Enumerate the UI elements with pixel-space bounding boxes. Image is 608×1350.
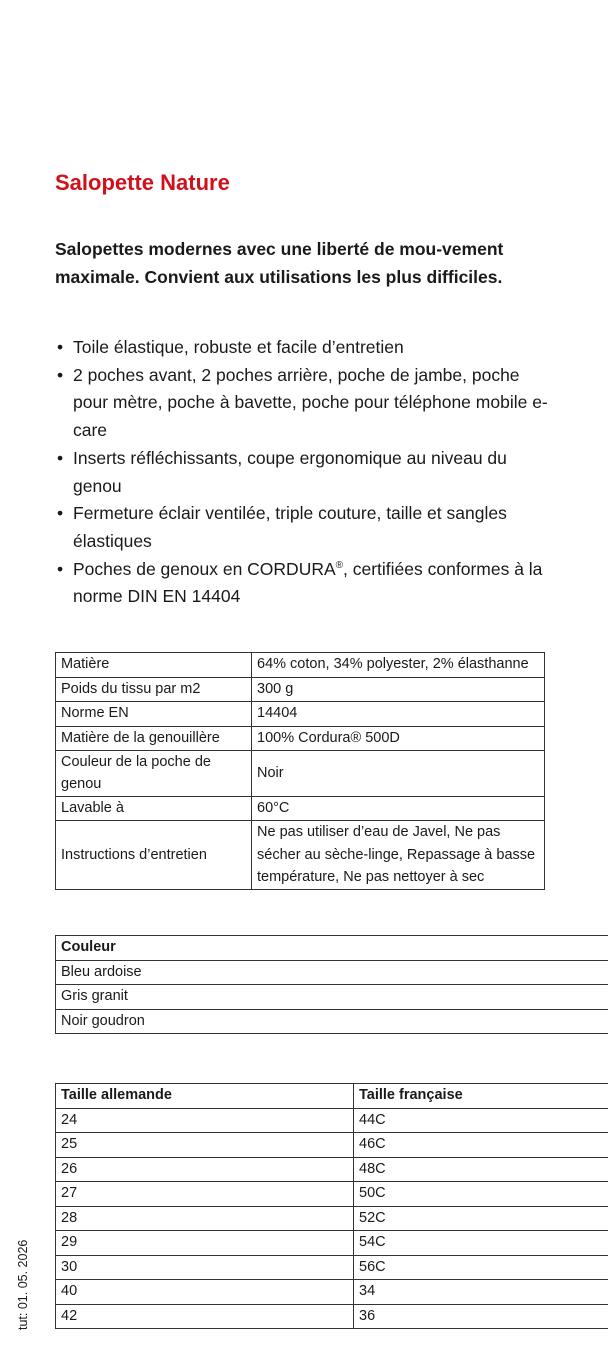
table-row	[56, 985, 608, 1010]
spec-key: Lavable à	[56, 796, 252, 821]
table-row	[56, 796, 545, 821]
table-row	[56, 1157, 608, 1182]
spec-value: 60°C	[252, 796, 545, 821]
spec-key: Instructions d’entretien	[56, 821, 252, 889]
table-row	[56, 1133, 608, 1158]
table-row	[56, 1009, 608, 1034]
size-fr: 56C	[354, 1255, 608, 1280]
color-value: Noir goudron	[56, 1009, 608, 1034]
color-header: Couleur	[56, 936, 608, 961]
size-fr: 34	[354, 1280, 608, 1305]
spec-key: Poids du tissu par m2	[56, 677, 252, 702]
table-row	[56, 1108, 608, 1133]
feature-item: • Toile élastique, robuste et facile d’entretien	[55, 334, 550, 362]
date-stamp: tut: 01. 05. 2026	[16, 1239, 30, 1330]
size-fr: 54C	[354, 1231, 608, 1256]
feature-item: • Fermeture éclair ventilée, triple couture, taille et sangles élastiques	[55, 500, 550, 555]
color-value: Gris granit	[56, 985, 608, 1010]
spec-value: 300 g	[252, 677, 545, 702]
table-row	[56, 1255, 608, 1280]
table-row	[56, 1182, 608, 1207]
size-de: 28	[56, 1206, 354, 1231]
table-row	[56, 1304, 608, 1329]
table-row	[56, 653, 545, 678]
table-row	[56, 702, 545, 727]
feature-item: • 2 poches avant, 2 poches arrière, poche de jambe, poche pour mètre, poche à bavette, poche pour téléphone mobile e-care	[55, 362, 550, 445]
table-header-row	[56, 1084, 608, 1109]
table-header-row	[56, 936, 608, 961]
table-row	[56, 821, 545, 889]
size-de: 42	[56, 1304, 354, 1329]
size-fr: 50C	[354, 1182, 608, 1207]
size-de: 40	[56, 1280, 354, 1305]
product-intro: Salopettes modernes avec une liberté de mou-vement maximale. Convient aux utilisations les plus difficiles.	[55, 239, 504, 287]
size-fr: 36	[354, 1304, 608, 1329]
color-value: Bleu ardoise	[56, 960, 608, 985]
table-row	[56, 677, 545, 702]
size-table	[55, 1083, 608, 1329]
spec-value: 64% coton, 34% polyester, 2% élasthanne	[252, 653, 545, 678]
size-fr: 52C	[354, 1206, 608, 1231]
size-fr: 44C	[354, 1108, 608, 1133]
size-de: 25	[56, 1133, 354, 1158]
size-de: 26	[56, 1157, 354, 1182]
spec-key: Norme EN	[56, 702, 252, 727]
table-row	[56, 726, 545, 751]
spec-value: 100% Cordura® 500D	[252, 726, 545, 751]
size-fr: 46C	[354, 1133, 608, 1158]
table-row	[56, 960, 608, 985]
size-de: 29	[56, 1231, 354, 1256]
table-row	[56, 1231, 608, 1256]
size-de: 24	[56, 1108, 354, 1133]
product-title: Salopette Nature	[55, 170, 230, 195]
spec-key: Couleur de la poche de genou	[56, 751, 252, 797]
size-fr: 48C	[354, 1157, 608, 1182]
spec-table	[55, 652, 545, 890]
feature-item: • Inserts réfléchissants, coupe ergonomique au niveau du genou	[55, 445, 550, 500]
spec-value: Ne pas utiliser d’eau de Javel, Ne pas sécher au sèche-linge, Repassage à basse température, Ne pas nettoyer à sec	[252, 821, 545, 889]
spec-key: Matière de la genouillère	[56, 726, 252, 751]
spec-key: Matière	[56, 653, 252, 678]
spec-value: Noir	[252, 751, 545, 797]
table-row	[56, 751, 545, 797]
spec-value: 14404	[252, 702, 545, 727]
registered-mark: ®	[335, 559, 344, 571]
size-de: 30	[56, 1255, 354, 1280]
table-row	[56, 1206, 608, 1231]
color-table	[55, 935, 608, 1034]
table-row	[56, 1280, 608, 1305]
size-de: 27	[56, 1182, 354, 1207]
size-header-de: Taille allemande	[56, 1084, 354, 1109]
feature-item: • Poches de genoux en CORDURA®, certifiées conformes à la norme DIN EN 14404	[55, 556, 550, 611]
size-header-fr: Taille française	[354, 1084, 608, 1109]
feature-list	[55, 334, 550, 611]
